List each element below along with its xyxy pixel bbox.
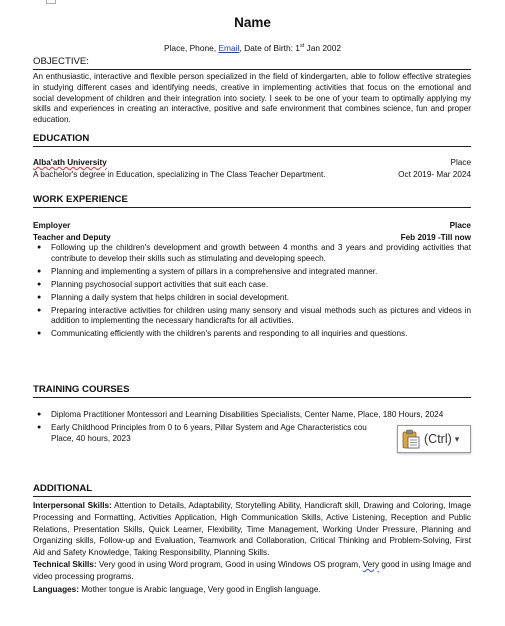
list-item: ● Diploma Practitioner Montessori and Learning Disabilities Specialists, Center Name, Place, 180 Hours, 2024	[37, 410, 444, 419]
education-place: Place	[450, 158, 471, 167]
education-heading: EDUCATION	[33, 133, 471, 147]
interpersonal-label: Interpersonal Skills:	[33, 501, 112, 510]
list-item: ● Planning a daily system that helps children in social development.	[37, 292, 290, 302]
list-item: ● Planning psychosocial support activities that suit each case.	[37, 279, 269, 289]
dob-prefix: , Date of Birth: 1	[239, 43, 300, 53]
technical-skills	[33, 559, 471, 583]
bullet-icon: ●	[37, 330, 42, 338]
education-row-1	[33, 157, 471, 169]
employer-row	[33, 220, 471, 232]
technical-very: Very	[362, 559, 380, 569]
employer-place: Place	[449, 221, 471, 230]
additional-heading: ADDITIONAL	[33, 483, 471, 497]
role-title: Teacher and Deputy	[33, 232, 111, 242]
dob-superscript: st	[299, 43, 305, 50]
degree-text: A bachelor's degree in Education, specializing in The Class Teacher Department.	[33, 169, 326, 179]
bullet-icon: ●	[37, 293, 42, 301]
bullet-icon: ●	[37, 424, 42, 432]
candidate-name: Name	[234, 15, 271, 30]
technical-text-b: good in using Image and video processing programs.	[33, 559, 472, 581]
university-name: Alba'ath University	[33, 158, 107, 167]
page-corner-mark	[46, 0, 56, 4]
bullet-icon: ●	[37, 267, 42, 275]
role-dates: Feb 2019 -Till now	[400, 232, 471, 242]
list-item: ● Early Childhood Principles from 0 to 6 years, Pillar System and Age Characteristics cou Place, 40 hours, 2023	[37, 423, 367, 443]
experience-heading: WORK EXPERIENCE	[33, 194, 471, 208]
education-section	[33, 133, 471, 180]
objective-heading: OBJECTIVE:	[33, 56, 471, 70]
education-row-2	[33, 169, 471, 181]
experience-list	[33, 243, 471, 340]
role-row	[33, 232, 471, 244]
bullet-icon: ●	[37, 280, 42, 288]
technical-text-a: Very good in using Word program, Good in using Windows OS program,	[96, 559, 363, 569]
interpersonal-text: Attention to Details, Adaptability, Storytelling Ability, Handicraft skill, Drawing and Coloring, Image Processing and Formatting, Activities Application, High Communication Skills, Active Listening, Reception and Public Relations, Presentation Skills, Quick Learner, Flexibility, Time Management, Working Under Pressure, Planning and Organizing skills, Follow-up and Evaluation, Teamwork and Collaboration, Critical Thinking and Problem-Solving, First Aid and Safety Knowledge, Taking Responsibility, Planning Skills.	[33, 501, 471, 558]
bullet-icon: ●	[37, 306, 42, 314]
additional-section	[33, 483, 471, 595]
paste-options-button[interactable]	[397, 425, 471, 453]
education-dates: Oct 2019- Mar 2024	[398, 169, 471, 179]
training-heading: TRAINING COURSES	[33, 384, 471, 398]
employer-name: Employer	[33, 221, 71, 230]
objective-text: An enthusiastic, interactive and flexible person specialized in the field of kindergarten, able to follow effective strategies in studying different cases and identifying needs, creative in implementing activities that focus on the emotional and social development of children and their integration into society. I seek to be one of your team to optimally applying my skills and experiences in creating an interactive, positive and safe environment that combines science, fun and proper education.	[33, 72, 471, 125]
list-item: ● Planning and implementing a system of pillars in a comprehensive and integrated manner.	[37, 266, 378, 276]
languages-text: Mother tongue is Arabic language, Very good in English language.	[78, 584, 321, 594]
dob-suffix: Jan 2002	[304, 43, 342, 53]
experience-section	[33, 194, 471, 343]
list-item: ● Communicating efficiently with the children's parents and responding to all inquiries and questions.	[37, 329, 408, 339]
languages-label: Languages:	[33, 584, 79, 594]
paste-options-label: (Ctrl)	[424, 432, 452, 446]
list-item: ● Following up the children's development and growth between 4 months and 3 years and providing activities that contribute to develop their skills such as stimulating and developing speech.	[37, 243, 471, 263]
languages	[33, 584, 471, 596]
contact-prefix: Place, Phone,	[163, 43, 219, 53]
chevron-down-icon: ▾	[454, 433, 460, 444]
list-item: ● Preparing interactive activities for children using many sensory and visual methods such as pictures and videos in addition to implementing the necessary handicrafts for all activities.	[37, 305, 471, 326]
interpersonal-skills	[33, 500, 471, 559]
objective-section	[33, 56, 471, 126]
email-link[interactable]: Email	[218, 43, 240, 53]
technical-label: Technical Skills:	[33, 559, 97, 569]
clipboard-icon	[402, 429, 420, 449]
bullet-icon: ●	[37, 244, 42, 251]
bullet-icon: ●	[37, 411, 42, 418]
contact-line	[0, 43, 505, 53]
